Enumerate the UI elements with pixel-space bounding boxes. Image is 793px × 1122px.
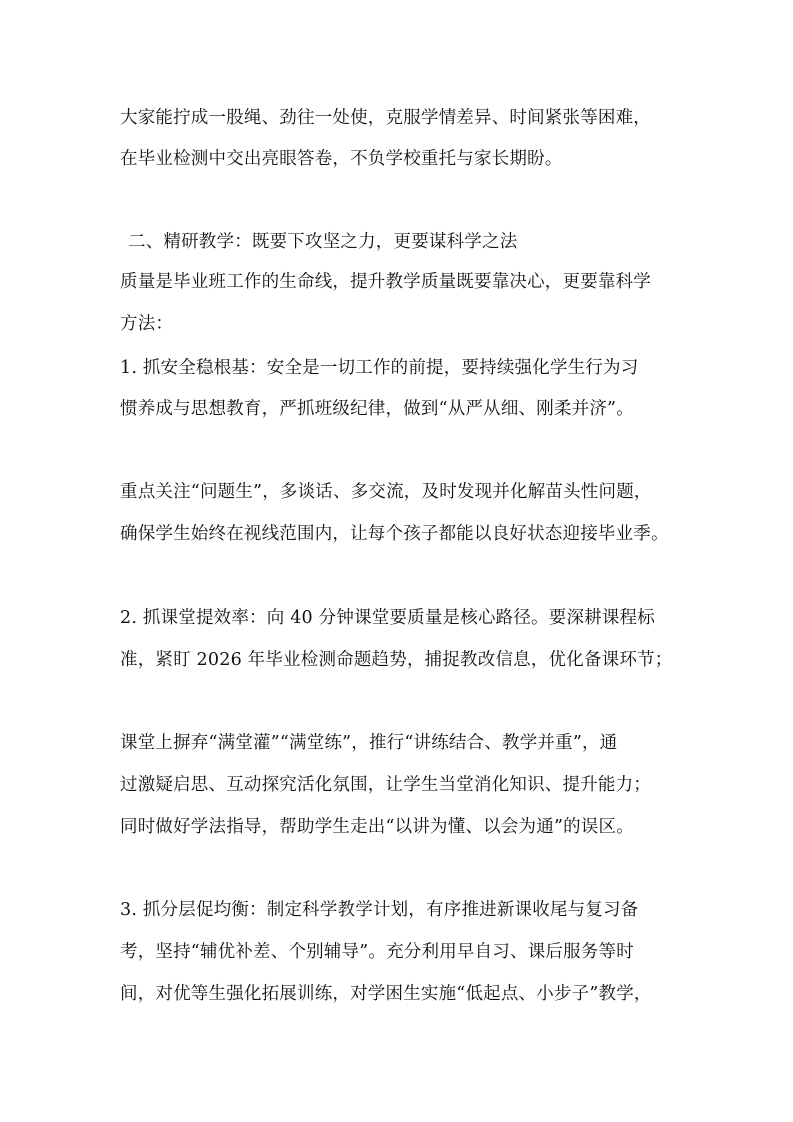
paragraph-line: 在毕业检测中交出亮眼答卷，不负学校重托与家长期盼。 bbox=[120, 149, 563, 169]
paragraph-line: 间，对优等生强化拓展训练，对学困生实施“低起点、小步子”教学， bbox=[120, 984, 652, 1004]
section-heading: 二、精研教学：既要下攻坚之力，更要谋科学之法 bbox=[128, 232, 518, 252]
paragraph-line: 过激疑启思、互动探究活化氛围，让学生当堂消化知识、提升能力； bbox=[120, 775, 651, 795]
list-item-line: 3. 抓分层促均衡：制定科学教学计划，有序推进新课收尾与复习备 bbox=[120, 900, 639, 920]
paragraph-line: 考，坚持“辅优补差、个别辅导”。充分利用早自习、课后服务等时 bbox=[120, 942, 634, 962]
list-item-line: 2. 抓课堂提效率：向 40 分钟课堂要质量是核心路径。要深耕课程标 bbox=[120, 608, 655, 628]
paragraph-line: 方法： bbox=[120, 314, 174, 334]
paragraph-line: 同时做好学法指导，帮助学生走出“以讲为懂、以会为通”的误区。 bbox=[120, 817, 634, 837]
paragraph-line: 准，紧盯 2026 年毕业检测命题趋势，捕捉教改信息，优化备课环节； bbox=[120, 650, 673, 670]
paragraph-line: 大家能拧成一股绳、劲往一处使，克服学情差异、时间紧张等困难， bbox=[120, 108, 651, 128]
paragraph-line: 重点关注“问题生”，多谈话、多交流，及时发现并化解苗头性问题， bbox=[120, 482, 652, 502]
paragraph-line: 确保学生始终在视线范围内，让每个孩子都能以良好状态迎接毕业季。 bbox=[120, 524, 669, 544]
list-item-line: 1. 抓安全稳根基：安全是一切工作的前提，要持续强化学生行为习 bbox=[120, 358, 639, 378]
paragraph-line: 惯养成与思想教育，严抓班级纪律，做到“从严从细、刚柔并济”。 bbox=[120, 399, 634, 419]
paragraph-line: 课堂上摒弃“满堂灌”“满堂练”，推行“讲练结合、教学并重”，通 bbox=[120, 733, 618, 753]
paragraph-line: 质量是毕业班工作的生命线，提升教学质量既要靠决心，更要靠科学 bbox=[120, 272, 651, 292]
